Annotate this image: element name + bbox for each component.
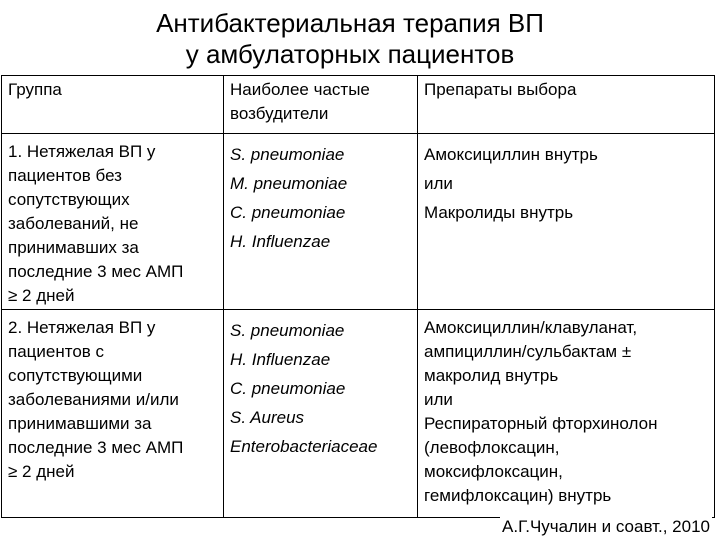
group-line: 2. Нетяжелая ВП у — [8, 318, 156, 337]
table-row — [2, 310, 715, 518]
drug-item: Амоксициллин/клавуланат, — [424, 318, 638, 337]
drug-item: моксифлоксацин, — [424, 462, 563, 481]
drug-item: или — [424, 390, 453, 409]
group-line: последние 3 мес АМП — [8, 262, 184, 281]
row-1-drugs — [418, 134, 715, 310]
title-line-1: Антибактериальная терапия ВП — [156, 8, 544, 38]
group-line: сопутствующих — [8, 190, 130, 209]
group-line: ≥ 2 дней — [8, 286, 75, 305]
drug-item: (левофлоксацин, — [424, 438, 560, 457]
drug-item: Респираторный фторхинолон — [424, 414, 658, 433]
header-pathogens-line: Наиболее частые — [230, 80, 370, 99]
page-title — [0, 8, 700, 70]
header-group-label: Группа — [8, 80, 62, 99]
row-1-pathogens — [224, 134, 418, 310]
citation: А.Г.Чучалин и соавт., 2010 — [502, 517, 710, 536]
pathogen-item: C. pneumoniae — [230, 379, 346, 398]
row-1-group — [2, 134, 224, 310]
pathogen-item: H. Influenzae — [230, 232, 331, 251]
pathogen-item: S. Aureus — [230, 408, 305, 427]
table-row — [2, 134, 715, 310]
row-2-drugs — [418, 310, 715, 518]
row-2-pathogens — [224, 310, 418, 518]
drug-item: ампициллин/сульбактам ± — [424, 342, 632, 361]
group-line: заболеваний, не — [8, 214, 139, 233]
header-pathogens-line: возбудители — [230, 104, 329, 123]
pathogen-item: M. pneumoniae — [230, 174, 348, 193]
pathogen-item: S. pneumoniae — [230, 145, 345, 164]
group-line: ≥ 2 дней — [8, 462, 75, 481]
table-header-row — [2, 76, 715, 134]
group-line: заболеваниями и/или — [8, 390, 179, 409]
group-line: последние 3 мес АМП — [8, 438, 184, 457]
header-group — [2, 76, 224, 134]
group-line: принимавшими за — [8, 414, 152, 433]
pathogen-item: H. Influenzae — [230, 350, 331, 369]
group-line: сопутствующими — [8, 366, 143, 385]
drug-item: или — [424, 174, 453, 193]
header-drugs-label: Препараты выбора — [424, 80, 577, 99]
group-line: пациентов с — [8, 342, 105, 361]
pathogen-item: C. pneumoniae — [230, 203, 346, 222]
drug-item: Амоксициллин внутрь — [424, 145, 598, 164]
row-2-group — [2, 310, 224, 518]
therapy-table — [1, 75, 715, 518]
group-line: пациентов без — [8, 166, 122, 185]
group-line: 1. Нетяжелая ВП у — [8, 142, 156, 161]
drug-item: гемифлоксацин) внутрь — [424, 486, 612, 505]
header-pathogens — [224, 76, 418, 134]
pathogen-item: Enterobacteriaceae — [230, 437, 378, 456]
header-drugs — [418, 76, 715, 134]
title-line-2: у амбулаторных пациентов — [185, 39, 515, 69]
group-line: принимавших за — [8, 238, 139, 257]
pathogen-item: S. pneumoniae — [230, 321, 345, 340]
drug-item: Макролиды внутрь — [424, 203, 574, 222]
drug-item: макролид внутрь — [424, 366, 559, 385]
